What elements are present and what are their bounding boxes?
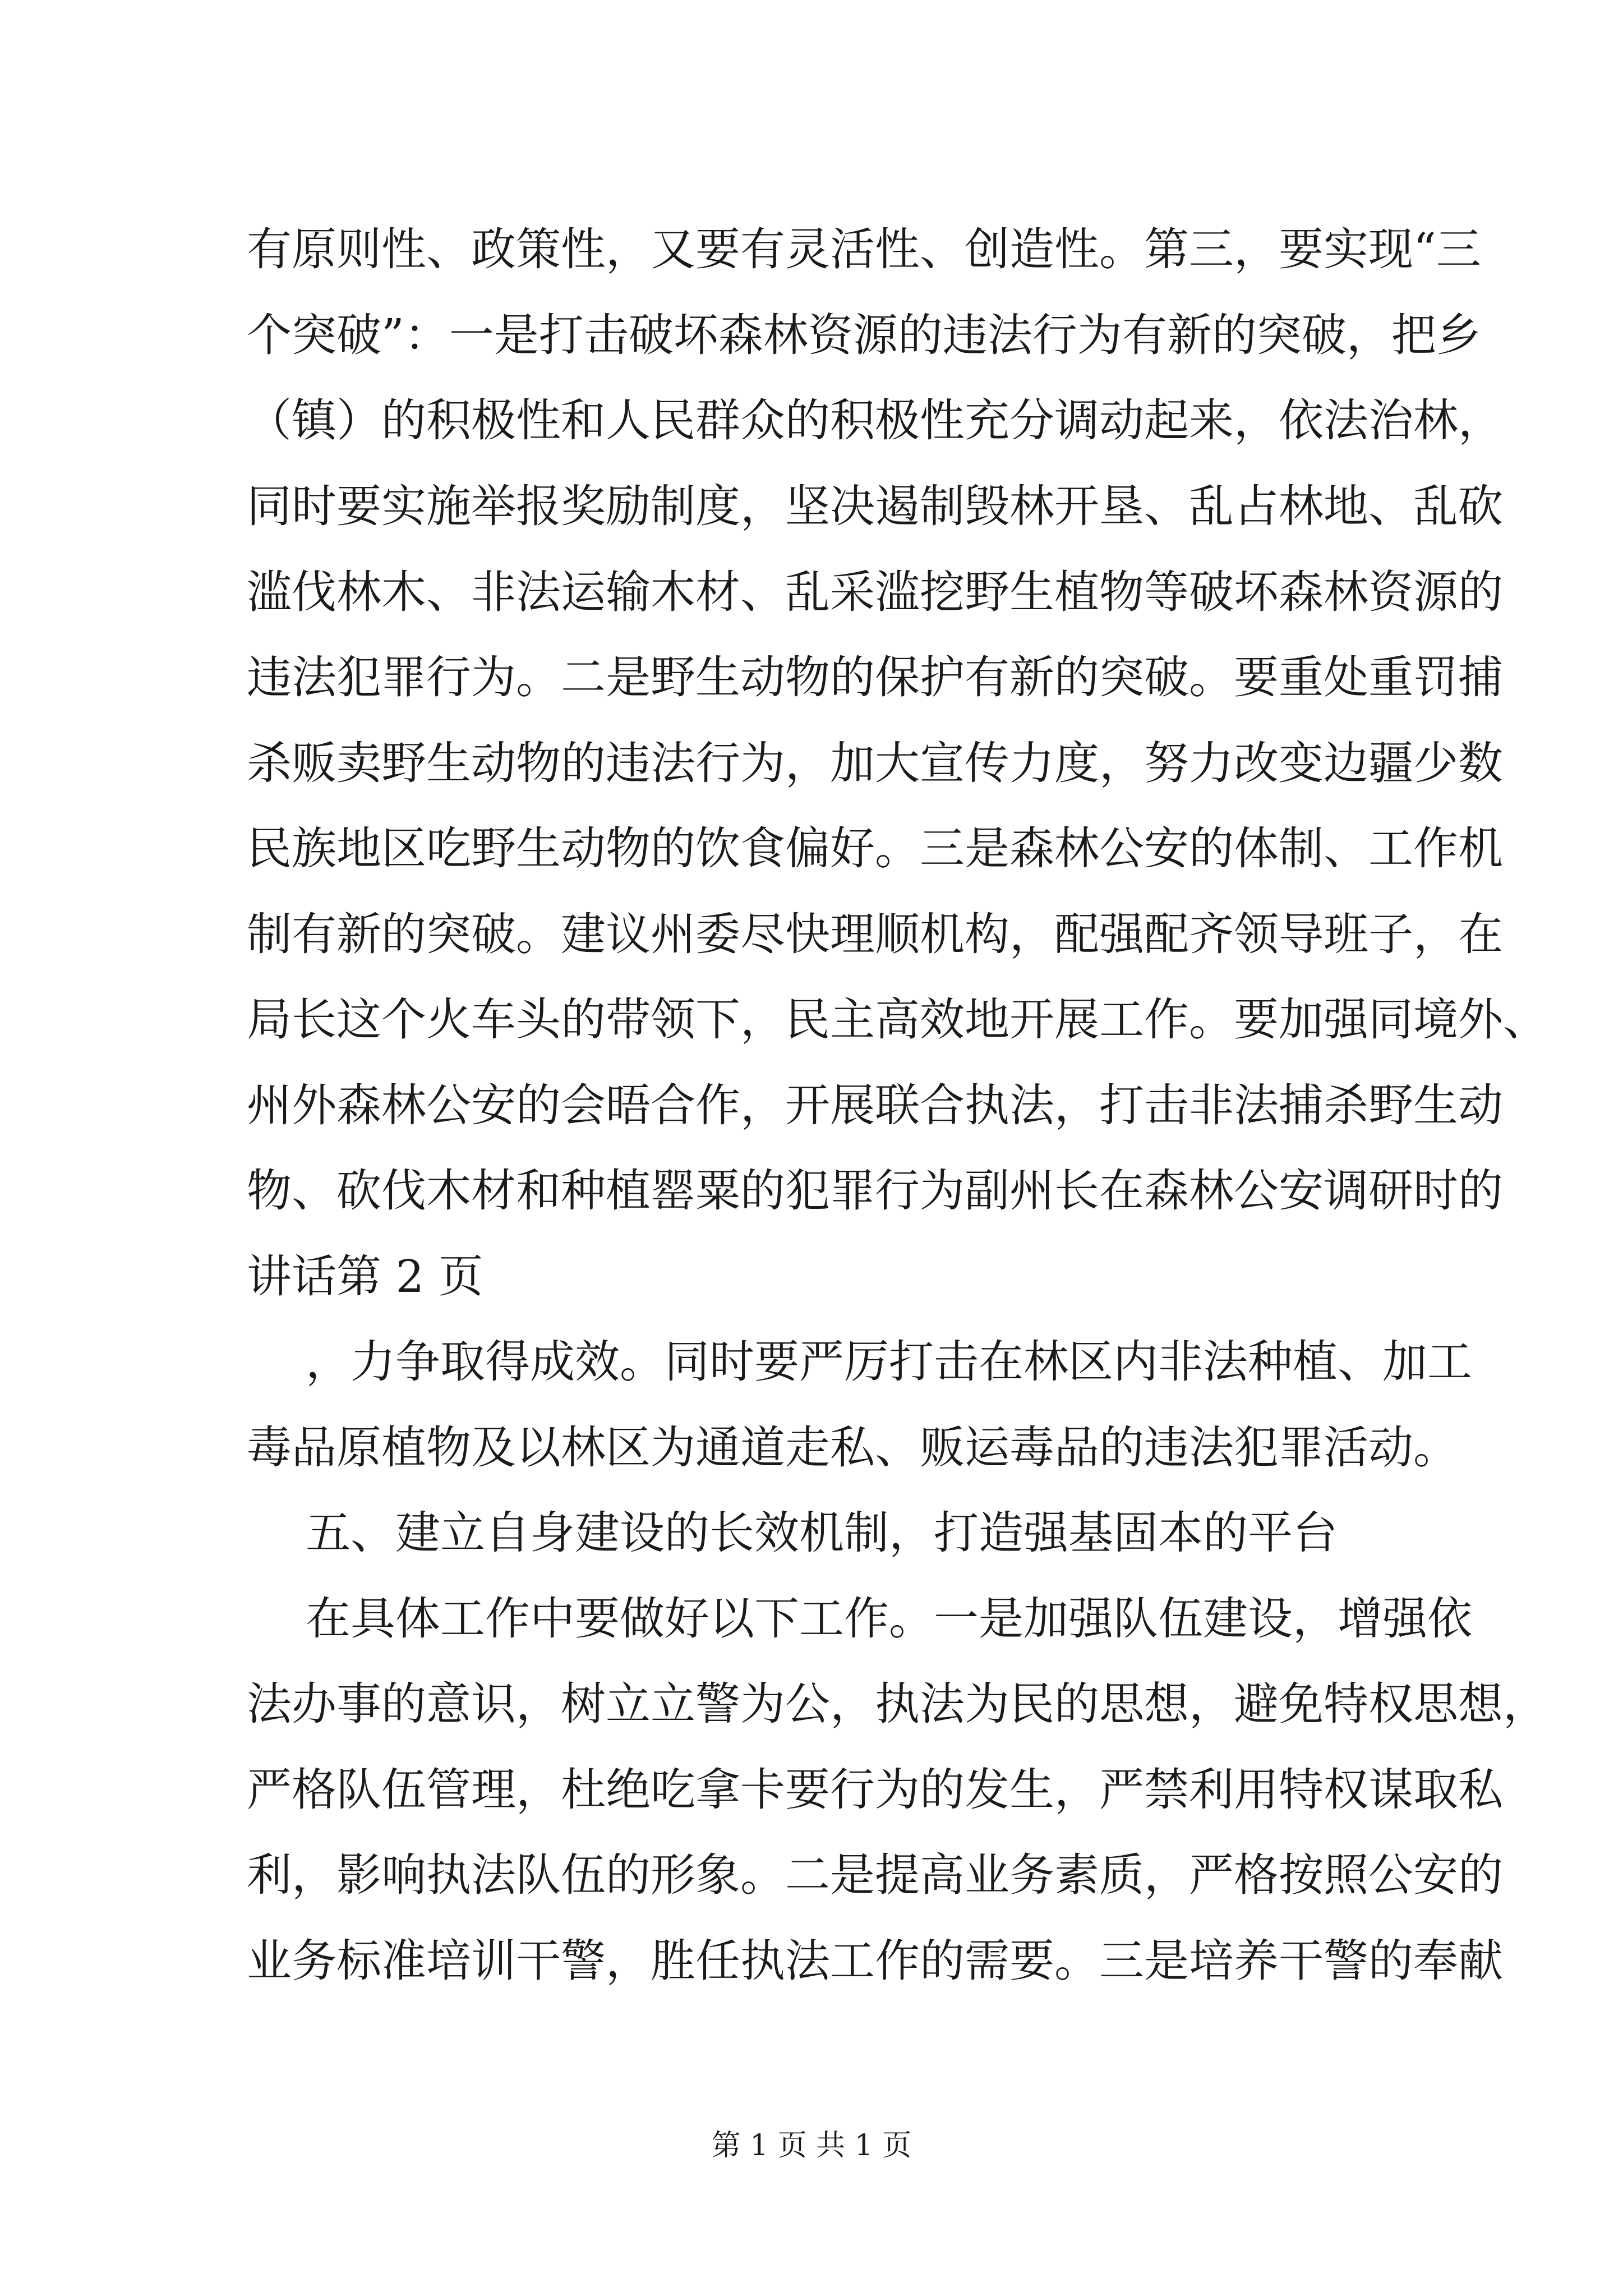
body-text-line: 严格队伍管理，杜绝吃拿卡要行为的发生，严禁利用特权谋取私 (247, 1764, 1503, 1816)
page-footer: 第 1 页 共 1 页 (711, 2129, 912, 2162)
body-text-line: 有原则性、政策性，又要有灵活性、创造性。第三，要实现“三 (247, 223, 1481, 275)
body-text-line: ，力争取得成效。同时要严厉打击在林区内非法种植、加工 (306, 1336, 1472, 1388)
body-text-line: 违法犯罪行为。二是野生动物的保护有新的突破。要重处重罚捕 (247, 651, 1503, 703)
body-text-line: 法办事的意识，树立立警为公，执法为民的思想，避免特权思想， (247, 1678, 1548, 1730)
body-text-line: 利，影响执法队伍的形象。二是提高业务素质，严格按照公安的 (247, 1849, 1503, 1901)
body-text-line: 杀贩卖野生动物的违法行为，加大宣传力度，努力改变边疆少数 (247, 737, 1503, 789)
body-text-line: 在具体工作中要做好以下工作。一是加强队伍建设，增强依 (306, 1593, 1472, 1645)
body-text-line: 毒品原植物及以林区为通道走私、贩运毒品的违法犯罪活动。 (247, 1421, 1458, 1474)
body-text-line: 个突破”：一是打击破坏森林资源的违法行为有新的突破，把乡 (247, 309, 1481, 361)
body-text-line: 滥伐林木、非法运输木材、乱采滥挖野生植物等破坏森林资源的 (247, 566, 1503, 618)
body-text-line: （镇）的积极性和人民群众的积极性充分调动起来，依法治林， (247, 394, 1503, 447)
body-text-line: 业务标准培训干警，胜任执法工作的需要。三是培养干警的奉献 (247, 1935, 1503, 1987)
body-text-line: 局长这个火车头的带领下，民主高效地开展工作。要加强同境外、 (247, 993, 1548, 1046)
section-heading: 五、建立自身建设的长效机制，打造强基固本的平台 (306, 1507, 1338, 1559)
body-text-line: 民族地区吃野生动物的饮食偏好。三是森林公安的体制、工作机 (247, 822, 1503, 875)
body-text-line: 制有新的突破。建议州委尽快理顺机构，配强配齐领导班子，在 (247, 908, 1503, 960)
body-text-line: 州外森林公安的会晤合作，开展联合执法，打击非法捕杀野生动 (247, 1079, 1503, 1131)
body-text-line: 物、砍伐木材和种植罂粟的犯罪行为副州长在森林公安调研时的 (247, 1165, 1503, 1217)
body-text-line: 同时要实施举报奖励制度，坚决遏制毁林开垦、乱占林地、乱砍 (247, 480, 1503, 532)
body-text-line: 讲话第 2 页 (247, 1250, 483, 1303)
